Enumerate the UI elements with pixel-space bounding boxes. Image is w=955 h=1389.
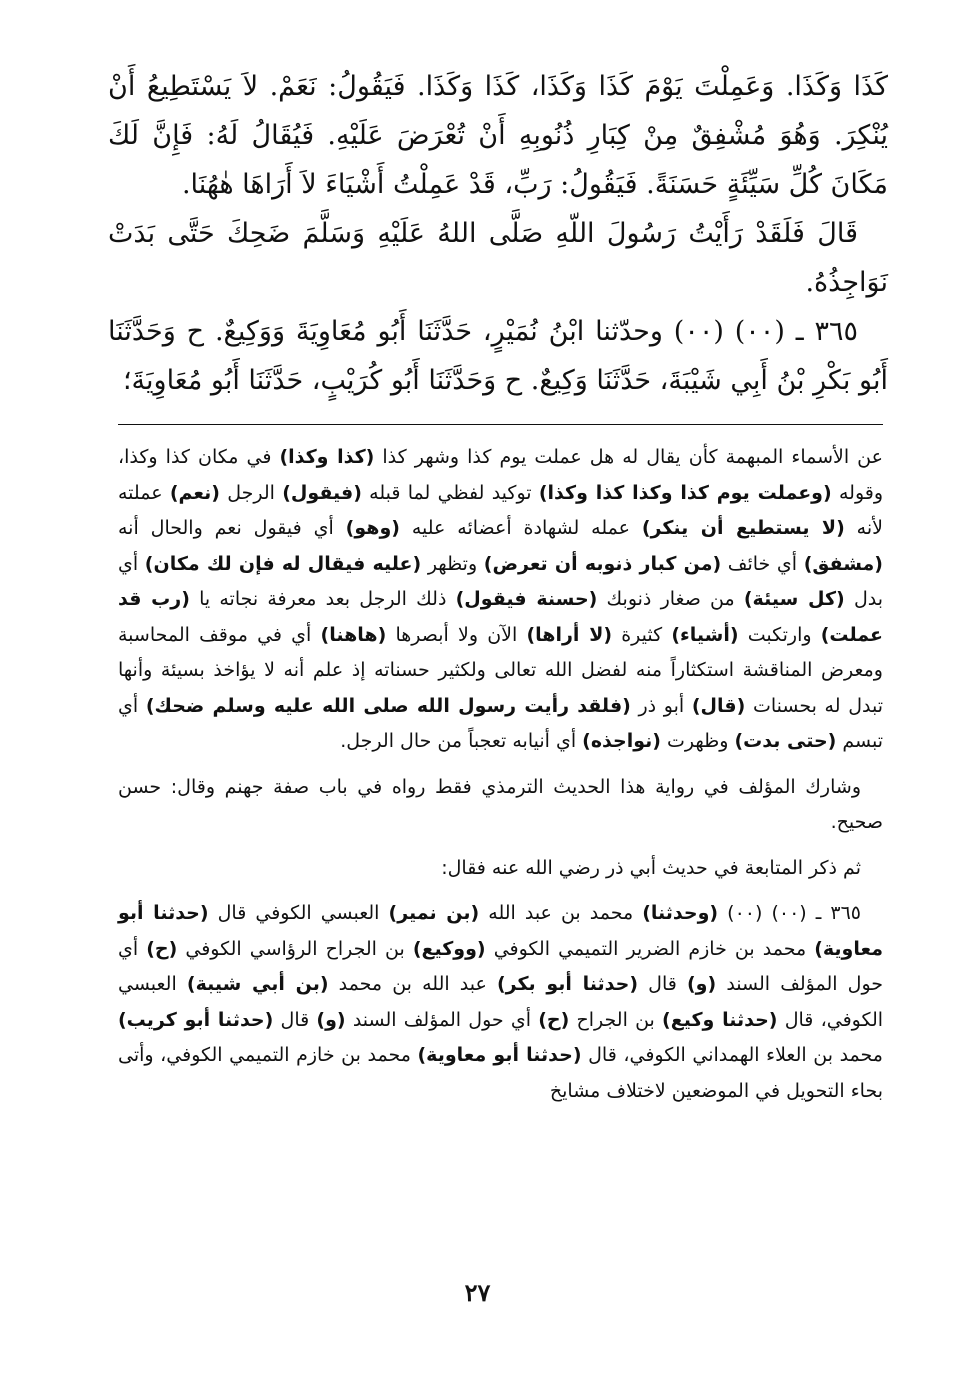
commentary-paragraph-1 <box>118 440 883 760</box>
bold-phrase: (ح) <box>538 1008 570 1031</box>
text-run: وارتكبت <box>738 623 821 646</box>
bold-phrase: (أشياء) <box>671 623 739 646</box>
text-run: أبو ذر <box>630 694 692 717</box>
text-run: كثيرة <box>612 623 672 646</box>
bold-phrase: (ووكيع) <box>412 937 486 960</box>
text-run: ٣٦٥ ـ (٠٠) (٠٠) <box>718 902 862 924</box>
bold-phrase: (فيقول) <box>282 481 362 504</box>
bold-phrase: (هاهنا) <box>320 623 387 646</box>
bold-phrase: (مشفق) <box>803 552 883 575</box>
text-run: محمد بن خازم التميمي الكوفي، وأتى بحاء التحويل في الموضعين لاختلاف مشايخ <box>118 1044 883 1102</box>
text-run: في مكان كذا وكذا، وقوله <box>118 446 884 504</box>
bold-phrase: (لا يستطيع أن ينكر) <box>641 517 845 539</box>
bold-phrase: (نعم) <box>169 481 220 504</box>
bold-phrase: (حدثنا أبو معاوية) <box>417 1044 582 1066</box>
text-run: أي في موقف المحاسبة ومعرض المناقشة استكثاراً منه لفضل الله تعالى ولكثير حسناته إذ علم أنه لا يؤاخذ بسيئة وأنها تبدل له بحسنات <box>118 623 883 717</box>
text-run: العبسي الكوفي قال <box>208 902 389 924</box>
bold-phrase: (بن نمير) <box>388 902 480 924</box>
commentary-block <box>118 440 883 1119</box>
text-run: أي حول المؤلف السند <box>118 937 884 995</box>
text-run: أي خائف <box>721 552 804 575</box>
text-run: محمد بن العلاء الهمداني الكوفي، قال <box>581 1044 883 1066</box>
bold-phrase: (حدثنا أبو بكر) <box>496 973 639 995</box>
text-run: من صغار ذنوبك <box>597 588 744 610</box>
text-run: توكيد لفظي لما قبله <box>361 481 539 504</box>
text-run: محمد بن خازم الضرير التميمي الكوفي <box>485 937 815 960</box>
text-run: العبسي الكوفي، قال <box>118 973 884 1031</box>
text-run: أي حول المؤلف السند <box>345 1008 539 1031</box>
bold-phrase: (قال) <box>691 694 746 717</box>
bold-phrase: (حدثنا أبو كريب) <box>118 1008 274 1031</box>
text-run: عملته لأنه <box>118 481 883 539</box>
matn-paragraph-2: قَالَ فَلَقَدْ رَأَيْتُ رَسُولَ اللّهِ صَلَّى اللهُ عَلَيْهِ وَسَلَّمَ ضَحِكَ حَتَّى بَدَتْ نَوَاجِذُهُ. <box>108 218 888 298</box>
text-run: عبد الله بن محمد <box>328 973 497 995</box>
bold-phrase: (و) <box>687 973 717 995</box>
bold-phrase: (كذا وكذا) <box>279 446 375 468</box>
text-run: بن الجراح <box>569 1008 663 1031</box>
text-run: أي بدل <box>118 552 884 610</box>
bold-phrase: (حسنة فيقول) <box>455 588 598 610</box>
text-run: وظهرت <box>660 730 735 752</box>
bold-phrase: (فلقد رأيت رسول الله صلى الله عليه وسلم ضحك) <box>145 694 631 717</box>
hadith-text-block <box>108 62 888 405</box>
hadith-matn <box>108 62 888 405</box>
text-run: عمله لشهادة أعضائه عليه <box>399 517 642 539</box>
bold-phrase: (لا أراها) <box>526 623 613 646</box>
text-run: ذلك الرجل بعد معرفة نجاته يا <box>189 588 456 610</box>
bold-phrase: (حدثنا وكيع) <box>662 1008 778 1031</box>
page-number: ٢٧ <box>464 1278 491 1307</box>
text-run: قال <box>273 1008 317 1031</box>
text-run: أي فيقول نعم والحال أنه <box>118 517 346 539</box>
bold-phrase: (عليه فيقال له فإن لك مكان) <box>144 552 422 575</box>
commentary-paragraph-3: ثم ذكر المتابعة في حديث أبي ذر رضي الله عنه فقال: <box>441 856 861 879</box>
bold-phrase: (نواجذه) <box>582 730 661 752</box>
text-run: قال <box>638 973 687 995</box>
text-run: عن الأسماء المبهمة كأن يقال له هل عملت يوم كذا وشهر كذا <box>374 446 883 468</box>
text-run: الرجل <box>219 481 283 504</box>
text-run: أي أنيابه تعجباً من حال الرجل. <box>340 730 583 752</box>
bold-phrase: (وحدثنا) <box>642 902 719 924</box>
text-run: وتظهر <box>421 552 484 575</box>
bold-phrase: (حدثنا أبو معاوية) <box>118 902 883 960</box>
bold-phrase: (و) <box>316 1008 346 1031</box>
footnote-divider <box>118 424 883 425</box>
matn-paragraph-3: ٣٦٥ ـ (٠٠) (٠٠) وحدّثنا ابْنُ نُمَيْرٍ، حَدَّثَنَا أَبُو مُعَاوِيَةَ وَوَكِيعٌ. ح وَحَدَّثَنَا أَبُو بَكْرِ بْنُ أَبِي شَيْبَةَ، حَدَّثَنَا وَكِيعٌ. ح وَحَدَّثَنَا أَبُو كُرَيْبٍ، حَدَّثَنَا أَبُو مُعَاوِيَةَ؛ <box>108 316 888 396</box>
bold-phrase: (كل سيئة) <box>743 588 845 610</box>
bold-phrase: (ح) <box>146 937 178 960</box>
bold-phrase: (وعملت يوم كذا وكذا كذا وكذا) <box>538 481 832 504</box>
bold-phrase: (رب قد عملت) <box>118 588 884 646</box>
commentary-paragraph-2: وشارك المؤلف في رواية هذا الحديث الترمذي فقط رواه في باب صفة جهنم وقال: حسن صحيح. <box>118 775 883 833</box>
text-run: محمد بن عبد الله <box>479 902 643 924</box>
text-run: أي تبسم <box>118 694 883 752</box>
bold-phrase: (حتى بدت) <box>734 730 837 752</box>
text-run: بن الجراح الرؤاسي الكوفي <box>177 937 413 960</box>
bold-phrase: (من كبار ذنوبه أن تعرض) <box>483 552 722 575</box>
bold-phrase: (وهو) <box>345 517 400 539</box>
text-run: الآن ولا أبصرها <box>386 623 527 646</box>
matn-paragraph-1: كَذَا وَكَذَا. وَعَمِلْتَ يَوْمَ كَذَا وَكَذَا، كَذَا وَكَذَا. فَيَقُولُ: نَعَمْ. لاَ يَسْتَطِيعُ أَنْ يُنْكِرَ. وَهُوَ مُشْفِقٌ مِنْ كِبَارِ ذُنُوبِهِ أَنْ تُعْرَضَ عَلَيْهِ. فَيُقَالُ لَهُ: فَإِنَّ لَكَ مَكَانَ كُلِّ سَيِّئَةٍ حَسَنَةً. فَيَقُولُ: رَبِّ، قَدْ عَمِلْتُ أَشْيَاءَ لاَ أَرَاهَا هٰهُنَا. <box>108 71 888 200</box>
commentary-paragraph-4 <box>118 896 883 1109</box>
bold-phrase: (بن أبي شيبة) <box>186 973 329 995</box>
